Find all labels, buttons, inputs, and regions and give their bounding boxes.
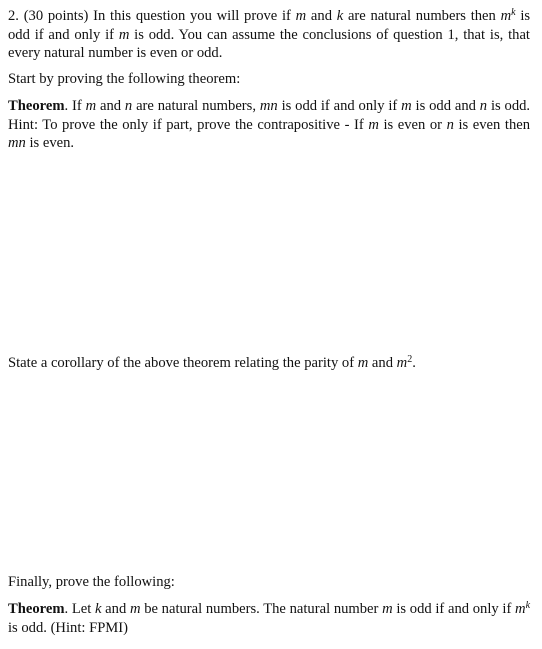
corollary-text: State a corollary of the above theorem relating the parity of	[8, 355, 355, 371]
theorem-text: and	[99, 98, 122, 114]
theorem-text: is odd. (Hint: FPMI)	[8, 619, 129, 636]
corollary-text: and	[371, 355, 393, 371]
math-var-m: m	[85, 98, 97, 114]
math-var-m: m	[357, 355, 369, 371]
theorem-label: Theorem	[8, 601, 65, 617]
theorem-hint: is even.	[29, 135, 75, 151]
math-product-mn: mn	[259, 98, 278, 114]
math-var-n: n	[446, 116, 454, 133]
math-var-n: n	[124, 98, 133, 114]
question-text: are natural numbers then	[347, 8, 496, 24]
question-text: is odd. You can assume the conclusions of question 1, that is, that every natural number is even or odd.	[8, 26, 530, 61]
question-number: 2.	[8, 8, 19, 24]
math-var-m: m	[368, 116, 379, 133]
theorem-text: . Let	[64, 601, 92, 617]
math-var-m: m	[118, 26, 130, 43]
math-var-m: m	[129, 601, 141, 617]
theorem-text: be natural numbers. The natural number	[144, 601, 379, 617]
theorem-text: . If	[64, 98, 82, 114]
theorem-2	[8, 600, 530, 637]
math-var-m: m	[295, 8, 307, 24]
math-var-k: k	[94, 601, 102, 617]
question-2-intro	[8, 7, 530, 63]
math-exponent: k	[525, 600, 531, 611]
math-var-m: m	[401, 98, 412, 114]
math-power-m-k	[515, 601, 530, 617]
question-text: and	[310, 8, 332, 24]
theorem-text: and	[105, 601, 127, 617]
math-var-k: k	[336, 8, 344, 24]
theorem-hint: is odd. Hint: To prove the only if part, prove the contrapositive - If	[8, 98, 531, 133]
math-var-n: n	[479, 98, 488, 114]
theorem-label: Theorem	[8, 98, 65, 114]
theorem-text: is odd and	[415, 98, 476, 114]
math-base: m	[515, 601, 526, 617]
math-product-mn: mn	[8, 135, 26, 151]
theorem-text: is odd if and only if	[396, 601, 512, 617]
question-text: is odd if and only if	[8, 8, 531, 43]
theorem-hint: is even or	[383, 116, 443, 133]
corollary-text: .	[412, 355, 416, 371]
instruction-start: Start by proving the following theorem:	[8, 71, 241, 87]
theorem-hint: is even then	[458, 116, 531, 133]
math-base: m	[396, 355, 408, 371]
math-exponent: k	[511, 7, 516, 18]
theorem-text: are natural numbers,	[136, 98, 256, 114]
math-power-m-k	[501, 8, 516, 24]
math-var-m: m	[382, 601, 393, 617]
theorem-text: is odd if and only if	[281, 98, 398, 114]
theorem-1	[8, 97, 530, 153]
corollary-prompt	[8, 354, 530, 373]
question-points: (30 points)	[23, 8, 89, 24]
math-power-m-squared	[397, 355, 413, 371]
math-exponent: 2	[407, 354, 413, 365]
instruction-finally: Finally, prove the following:	[8, 574, 175, 590]
math-base: m	[500, 8, 512, 24]
question-text: In this question you will prove if	[93, 8, 291, 24]
